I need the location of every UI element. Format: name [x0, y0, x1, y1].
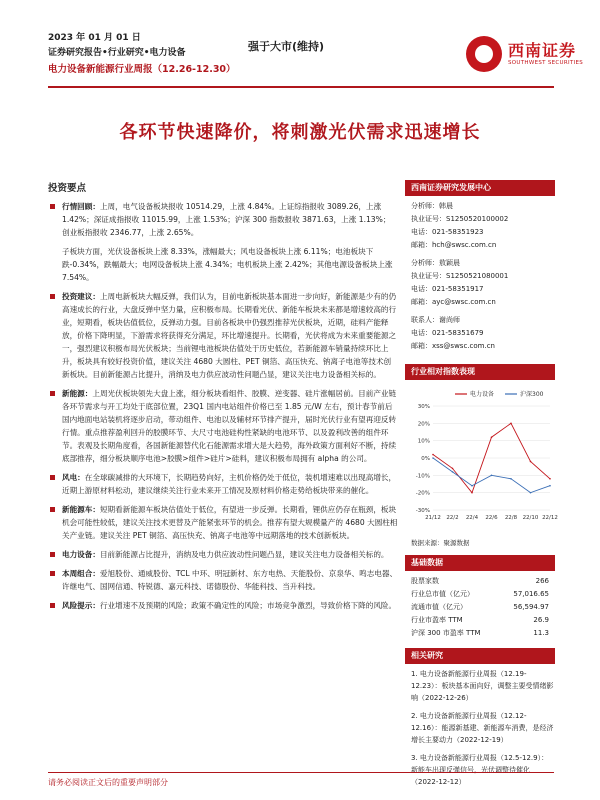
basic-data-value: 26.9	[533, 616, 549, 624]
data-point	[471, 485, 473, 487]
legend-label: 电力设备	[470, 391, 495, 398]
y-tick-label: 0%	[421, 456, 430, 462]
related-report: 2. 电力设备新能源行业周报（12.12-12.16）：能源新基建、新能源车消费，是经济增长主要动力（2022-12-19）	[411, 712, 554, 744]
bullet-square-icon	[50, 552, 55, 557]
basic-data-row	[405, 627, 555, 640]
bullet-square-icon	[50, 294, 55, 299]
data-point	[452, 468, 454, 470]
basic-data-row	[405, 588, 555, 601]
summary-paragraph	[48, 245, 398, 284]
industry-rating: 强于大市(维持)	[248, 40, 325, 53]
paragraph-lead: 本周组合：	[62, 569, 100, 578]
basic-data-value: 57,016.65	[513, 590, 549, 598]
team-title: 西南证券研究发展中心	[405, 180, 555, 196]
bullet-square-icon	[50, 475, 55, 480]
basic-data-key: 行业总市值（亿元）	[411, 590, 474, 598]
summary-paragraph	[48, 503, 398, 542]
related-title: 相关研究	[405, 648, 555, 664]
bullet-square-icon	[50, 507, 55, 512]
basic-data-key: 行业市盈率 TTM	[411, 616, 463, 624]
company-logo	[466, 32, 596, 76]
analyst-card	[405, 257, 555, 314]
legend-label: 沪深300	[520, 391, 544, 398]
summary-paragraph	[48, 387, 398, 465]
analyst-email: 邮箱：xss@swsc.com.cn	[411, 342, 495, 350]
chart-title: 行业相对指数表现	[405, 364, 555, 380]
x-tick-label: 22/2	[446, 515, 459, 521]
data-point	[471, 492, 473, 494]
index-chart-svg	[405, 384, 558, 532]
summary-paragraph	[48, 567, 398, 593]
y-tick-label: -30%	[415, 508, 430, 514]
analyst-role: 分析师：敖颖晨	[411, 259, 460, 267]
summary-paragraph	[48, 290, 398, 381]
analyst-card	[405, 314, 555, 358]
y-tick-label: 30%	[417, 404, 430, 410]
page-title: 各环节快速降价，将刺激光伏需求迅速增长	[119, 122, 481, 143]
report-type: 证券研究报告•行业研究•电力设备	[48, 48, 186, 58]
summary-paragraph	[48, 471, 398, 497]
analyst-phone: 电话：021-58351917	[411, 285, 484, 293]
paragraph-lead: 新能源：	[62, 389, 93, 398]
paragraph-text: 爱旭股份、通威股份、TCL 中环、明冠新材、东方电热、天能股份、京泉华、鸣志电器、许继电气、国网信通、特锐德、嘉元科技、诺德股份、华能科技、当升科技。	[62, 569, 398, 591]
paragraph-lead: 新能源车：	[62, 505, 100, 514]
y-tick-label: 20%	[417, 421, 430, 428]
y-tick-label: -10%	[415, 473, 430, 480]
data-point	[510, 423, 512, 425]
paragraph-lead: 风电：	[62, 473, 85, 482]
logo-seal-icon	[466, 36, 502, 72]
index-chart	[405, 384, 558, 532]
analyst-gap	[411, 353, 555, 358]
basic-data-value: 11.3	[533, 629, 549, 637]
paragraph-text: 目前新能源占比提升，消纳及电力供应波动性问题凸显，建议关注电力设备相关标的。	[99, 550, 389, 559]
data-point	[432, 454, 434, 456]
bullet-square-icon	[50, 391, 55, 396]
basic-data-row	[405, 614, 555, 627]
basic-data-table	[405, 575, 555, 640]
data-point	[549, 478, 551, 480]
basic-data-key: 股票家数	[411, 577, 439, 585]
bullet-square-icon	[50, 204, 55, 209]
related-report: 1. 电力设备新能源行业周报（12.19-12.23）：板块基本面向好，调整主要受情绪影响（2022-12-26）	[411, 670, 554, 702]
data-point	[452, 471, 454, 473]
x-tick-label: 22/8	[504, 515, 518, 521]
summary-column	[48, 180, 398, 618]
basic-data-key: 流通市值（亿元）	[411, 603, 467, 611]
x-tick-label: 22/4	[465, 515, 479, 521]
x-tick-label: 22/10	[522, 515, 539, 521]
analyst-phone: 电话：021-58351679	[411, 329, 484, 337]
analyst-card	[405, 200, 555, 257]
analyst-cert: 执业证号：S1250521080001	[411, 272, 509, 280]
header-divider	[48, 86, 554, 88]
paragraph-text: 上周，电气设备板块报收 10514.29，上涨 4.84%。上证综指报收 3089.26，上涨 1.42%；深证成指报收 11015.99，上涨 1.53%；沪深 300 指数报收 3871.63，上涨 1.13%；创业板指报收 2346.77，上涨 2.65%。	[62, 202, 391, 237]
bullet-square-icon	[50, 571, 55, 576]
basic-data-key: 沪深 300 市盈率 TTM	[411, 629, 481, 637]
sidebar	[405, 180, 558, 794]
data-point	[432, 457, 434, 459]
data-point	[491, 475, 493, 477]
report-subtitle: 电力设备新能源行业周报（12.26-12.30）	[48, 64, 236, 75]
chart-source: 数据来源：聚源数据	[411, 539, 470, 547]
analyst-role: 分析师：韩晨	[411, 202, 453, 210]
basic-data-row	[405, 601, 555, 614]
data-point	[510, 478, 512, 480]
paragraph-text: 上周电新板块大幅反弹，我们认为，目前电新板块基本面进一步向好，新能源是少有的仍高速成长的行业，大盘反弹中坚力量，应积极布局。长期看光伏、新能车板块未来都是增速较高的行业，短期看，板块估值低位，反弹动力强。目前各板块中仍强烈推荐光伏板块，近期，硅料产能释放，价格下降明显，下游需求将获得充分满足，环比增速提升。长期看，光伏将成为未来重要能源之一，强烈建议积极布局光伏板块；当前锂电池板块估值处于历史低位，若新能源车销量持续环比上升，板块具有较好投资价值，建议关注 4680 大圆柱、PET 铜箔、高压快充、钠离子电池等技术创新板块。目前新能源占比提升，消纳及电力供应波动性问题凸显，建议关注电力设备相关标的。	[62, 292, 397, 379]
paragraph-text: 上周光伏板块领先大盘上涨，细分板块看组件、胶膜、逆变器、硅片涨幅居前。目前产业链各环节需求与开工均处于底部位置，23Q1 国内电站组件价格已至 1.85 元/W 左右，预计春节前后国内地面电站装机将逐步启动，带动组件、电池以及辅材环节排产提升，届时光伏行业有望再迎反转行情。重点推荐盈利回升的胶膜环节、大尺寸电池硅构性紧缺的电池环节、以及盈利改善的组件环节。表观及长期角度看，各国新能源替代化石能源需求增大是大趋势，海外政策方面利好不断，持续底部推荐，细分板块顺序电池>胶膜>组件>硅片>硅料，建议积极布局拥有 alpha 的公司。	[62, 389, 397, 463]
paragraph-text: 短期看新能源车板块估值处于低位，有望进一步反弹。长期看，锂供应仍存在瓶颈，板块机会可能性较低，建议关注技术更替及产能紧张环节的机会。推荐有望大规模量产的 4680 大圆柱相关产业链。建议关注 PET 铜箔、高压快充、钠离子电池等中远期落地的技术创新板块。	[62, 505, 398, 540]
report-date: 2023 年 01 月 01 日	[48, 33, 141, 43]
paragraph-text: 子板块方面，光伏设备板块上涨 8.33%，涨幅最大；风电设备板块上涨 6.11%；电池板块下跌-0.34%，跌幅最大；电网设备板块上涨 4.34%；电机板块上涨 2.42%；其他电源设备板块上涨 7.54%。	[62, 247, 393, 282]
paragraph-lead: 行情回顾：	[62, 202, 100, 211]
y-tick-label: 10%	[417, 438, 430, 445]
basic-data-row	[405, 575, 555, 588]
related-report: 3. 电力设备新能源行业周报（12.5-12.9）：新能车出现反弹信号，光伏调整待催化（2022-12-12）	[411, 754, 549, 786]
summary-paragraph	[48, 548, 398, 561]
paragraph-text: 在全球碳减排的大环境下，长期趋势向好，主机价格仍处于低位，装机增速难以出现高增长，近期上游原材料松动，建议继续关注行业未来开工情况及原材料价格走势给板块带来的催化。	[62, 473, 397, 495]
basic-data-title: 基础数据	[405, 555, 555, 571]
paragraph-lead: 风险提示：	[62, 601, 100, 610]
x-tick-label: 22/6	[485, 515, 498, 521]
summary-paragraph	[48, 200, 398, 239]
y-tick-label: -20%	[415, 490, 430, 497]
analyst-phone: 电话：021-58351923	[411, 228, 484, 236]
data-point	[530, 461, 532, 463]
logo-name: 西南证券	[508, 41, 577, 60]
analyst-cert: 执业证号：S1250520100002	[411, 215, 509, 223]
analyst-email: 邮箱：hch@swsc.com.cn	[411, 241, 497, 249]
paragraph-text: 行业增速不及预期的风险；政策不确定性的风险；市场竞争激烈，导致价格下降的风险。	[99, 601, 397, 610]
basic-data-value: 56,594.97	[513, 603, 549, 611]
summary-heading: 投资要点	[48, 183, 87, 194]
basic-data-value: 266	[535, 577, 549, 585]
paragraph-lead: 投资建议：	[62, 292, 100, 301]
data-point	[530, 492, 532, 494]
summary-paragraph	[48, 599, 398, 612]
bullet-square-icon	[50, 603, 55, 608]
x-tick-label: 22/12	[542, 515, 558, 521]
footer-disclaimer: 请务必阅读正文后的重要声明部分	[48, 772, 554, 788]
data-point	[491, 436, 493, 438]
report-header	[48, 30, 584, 88]
logo-english: SOUTHWEST SECURITIES	[508, 60, 584, 66]
data-point	[549, 485, 551, 487]
analyst-email: 邮箱：ayc@swsc.com.cn	[411, 298, 496, 306]
x-tick-label: 21/12	[425, 515, 441, 521]
paragraph-lead: 电力设备：	[62, 550, 100, 559]
analyst-role: 联系人：谢尚师	[411, 316, 460, 324]
